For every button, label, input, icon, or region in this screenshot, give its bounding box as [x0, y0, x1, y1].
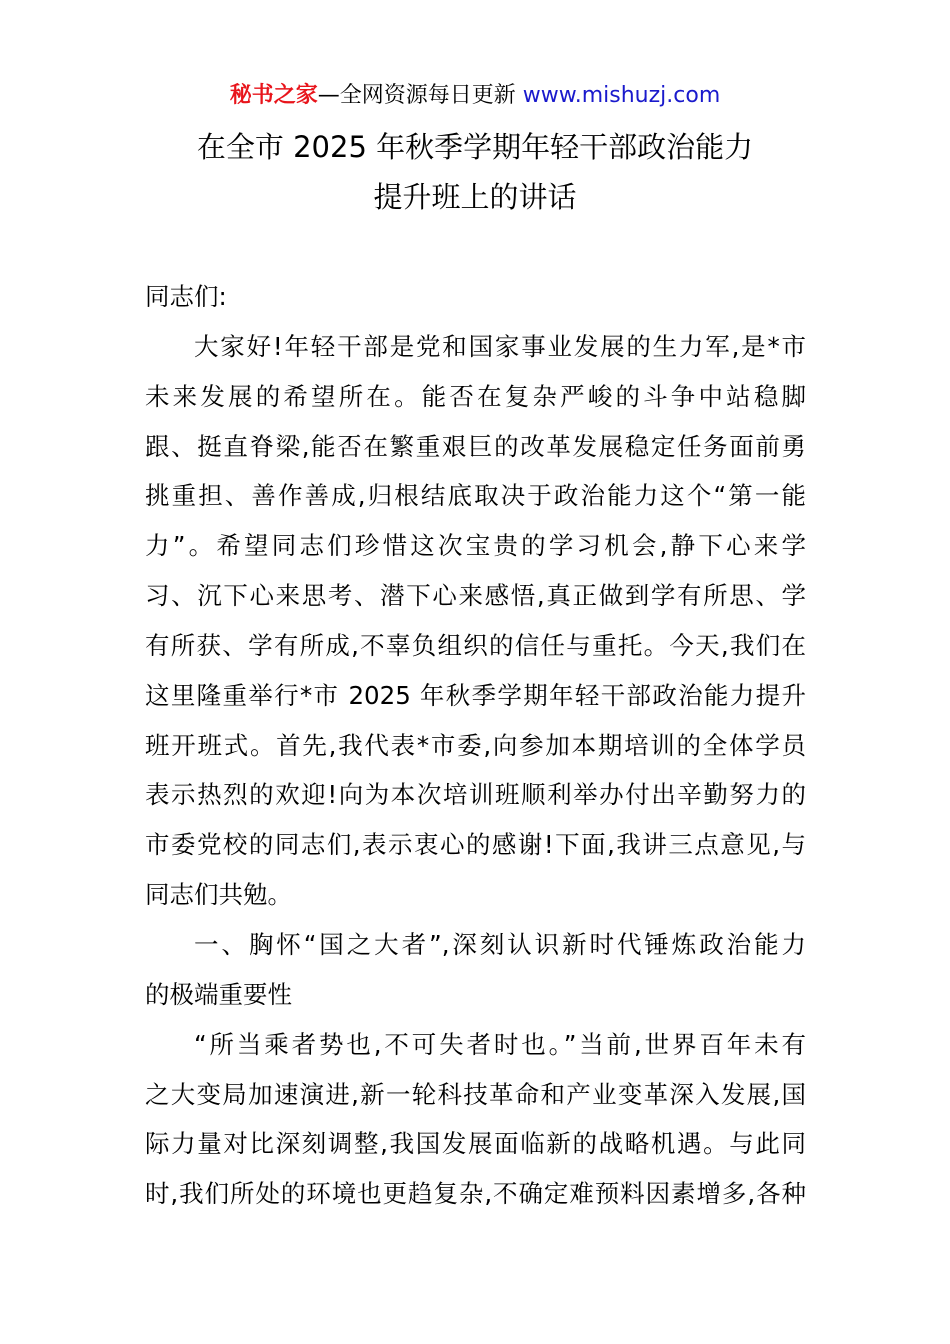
text-line: 大家好!年轻干部是党和国家事业发展的生力军,是*市: [194, 331, 806, 361]
text-line: “所当乘者势也,不可失者时也。”当前,世界百年未有: [194, 1029, 806, 1059]
site-banner: [0, 80, 950, 112]
text-line: 际力量对比深刻调整,我国发展面临新的战略机遇。与此同: [145, 1129, 806, 1159]
text-line: 表示热烈的欢迎!向为本次培训班顺利举办付出辛勤努力的: [145, 780, 806, 810]
text-line: 有所获、学有所成,不辜负组织的信任与重托。今天,我们在: [145, 630, 806, 660]
document-title-line-1: 在全市 2025 年秋季学期年轻干部政治能力: [196, 130, 754, 164]
document-title-line-2: 提升班上的讲话: [373, 180, 577, 214]
text-line: 这里隆重举行*市 2025 年秋季学期年轻干部政治能力提升: [145, 680, 806, 710]
text-line: 的极端重要性: [145, 979, 292, 1009]
paragraph: [145, 1020, 806, 1219]
text-line: 同志们共勉。: [145, 880, 292, 910]
site-url-link[interactable]: www.mishuzj.com: [522, 83, 721, 108]
text-line: 之大变局加速演进,新一轮科技革命和产业变革深入发展,国: [145, 1079, 806, 1109]
paragraph: [145, 322, 806, 920]
text-line: 时,我们所处的环境也更趋复杂,不确定难预料因素增多,各种: [145, 1179, 806, 1209]
banner-tagline: —全网资源每日更新: [317, 83, 516, 108]
document-body: [145, 272, 806, 1219]
text-line: 班开班式。首先,我代表*市委,向参加本期培训的全体学员: [145, 730, 806, 760]
text-line: 挑重担、善作善成,归根结底取决于政治能力这个“第一能: [145, 481, 806, 511]
brand-name: 秘书之家: [229, 83, 318, 108]
text-line: 力”。希望同志们珍惜这次宝贵的学习机会,静下心来学: [145, 531, 806, 561]
section-heading: [145, 920, 806, 1020]
text-line: 跟、挺直脊梁,能否在繁重艰巨的改革发展稳定任务面前勇: [145, 431, 806, 461]
text-line: 未来发展的希望所在。能否在复杂严峻的斗争中站稳脚: [145, 381, 806, 411]
text-line: 市委党校的同志们,表示衷心的感谢!下面,我讲三点意见,与: [145, 830, 806, 860]
salutation: 同志们:: [145, 282, 227, 311]
text-line: 一、胸怀“国之大者”,深刻认识新时代锤炼政治能力: [194, 929, 806, 959]
text-line: 习、沉下心来思考、潜下心来感悟,真正做到学有所思、学: [145, 581, 806, 611]
